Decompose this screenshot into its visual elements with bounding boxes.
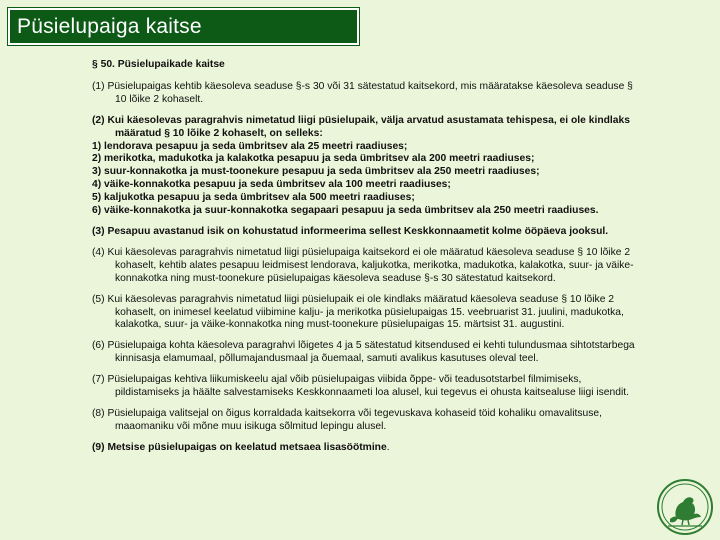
paragraph-6 xyxy=(92,340,644,366)
paragraph-4 xyxy=(92,247,644,286)
paragraph-8 xyxy=(92,408,644,434)
page-title-box xyxy=(8,8,359,45)
paragraph-2 xyxy=(92,115,644,218)
list-item: 1) lendorava pesapuu ja seda ümbritsev ala 25 meetri raadiuses; xyxy=(92,140,408,152)
paragraph-text: (3) Pesapuu avastanud isik on kohustatud informeerima sellest Keskkonnaametit kolme ööpäeva jooksul. xyxy=(92,225,609,237)
paragraph-text: (1) Püsielupaigas kehtib käesoleva seaduse §-s 30 või 31 sätestatud kaitsekord, mis määratakse käesoleva seaduse § 10 lõike 2 kohaselt. xyxy=(92,80,633,105)
paragraph-text: (4) Kui käesolevas paragrahvis nimetatud liigi püsielupaiga kaitsekord ei ole määratud käesoleva seaduse § 10 lõike 2 kohaselt, kehtib alates pesapuu leidmisest lendorava, kaljukotka, merikotka, madukotka, kalakotka, suur- ja väike-konnakotka ning must-toonekure püsielupaigas käesoleva seaduse §-s 30 sätestatud kaitsekord. xyxy=(92,246,634,284)
paragraph-text: (5) Kui käesolevas paragrahvis nimetatud liigi püsielupaik ei ole kindlaks määratud käesoleva seaduse § 10 lõike 2 kohaselt, on inimesel keelatud viibimine kalju- ja merikotka püsielupaigas 15. veebruarist 31. juulini, madukotka, kalakotka, suur- ja väike-konnakotka ning must-toonekure püsielupaigas 15. märtsist 31. augustini. xyxy=(92,293,624,331)
list-item: 3) suur-konnakotka ja must-toonekure pesapuu ja seda ümbritsev ala 250 meetri raadiuses; xyxy=(92,166,540,178)
list-item: 4) väike-konnakotka pesapuu ja seda ümbritsev ala 100 meetri raadiuses; xyxy=(92,179,451,191)
paragraph-3 xyxy=(92,226,644,239)
paragraph-9 xyxy=(92,442,644,455)
page-title: Püsielupaiga kaitse xyxy=(17,15,202,38)
list-item: 6) väike-konnakotka ja suur-konnakotka segapaari pesapuu ja seda ümbritsev ala 250 meetri raadiuses. xyxy=(92,205,599,217)
law-text xyxy=(92,59,644,463)
paragraph-5 xyxy=(92,294,644,333)
paragraph-text: (8) Püsielupaiga valitsejal on õigus korraldada kaitsekorra või tegevuskava kohaseid töid kohaliku omavalitsuse, maaomaniku või mõne muu isikuga sõlmitud lepingu alusel. xyxy=(92,407,602,432)
paragraph-text: (7) Püsielupaigas kehtiva liikumiskeelu ajal võib püsielupaigas viibida õppe- või teadusotstarbel filmimiseks, pildistamiseks ja häälte salvestamiseks Keskkonnaameti loa alusel, kui tegevus ei ohusta kaitsealuse liigi isendit. xyxy=(92,374,629,399)
paragraph-7 xyxy=(92,374,644,400)
paragraph-1 xyxy=(92,81,644,107)
list-item: 5) kaljukotka pesapuu ja seda ümbritsev ala 500 meetri raadiuses; xyxy=(92,192,415,204)
paragraph-text: (6) Püsielupaiga kohta käesoleva paragrahvi lõigetes 4 ja 5 sätestatud kitsendused ei kehti tulundusmaa sihtotstarbega kinnisasja elamumaal, põllumajandusmaal ja õuemaal, samuti avalikus kasutuses oleval teel. xyxy=(92,340,635,365)
capercaillie-emblem-icon xyxy=(656,478,714,536)
habitat-radius-list xyxy=(92,141,644,218)
paragraph-text: (9) Metsise püsielupaigas on keelatud metsaea lisasöötmine. xyxy=(92,441,390,453)
paragraph-text: (2) Kui käesolevas paragrahvis nimetatud liigi püsielupaik, välja arvatud asustamata tehispesa, ei ole kindlaks määratud § 10 lõike 2 kohaselt, on selleks: xyxy=(92,114,630,139)
list-item: 2) merikotka, madukotka ja kalakotka pesapuu ja seda ümbritsev ala 200 meetri raadiuses; xyxy=(92,153,535,165)
section-title: § 50. Püsielupaikade kaitse xyxy=(92,59,225,70)
